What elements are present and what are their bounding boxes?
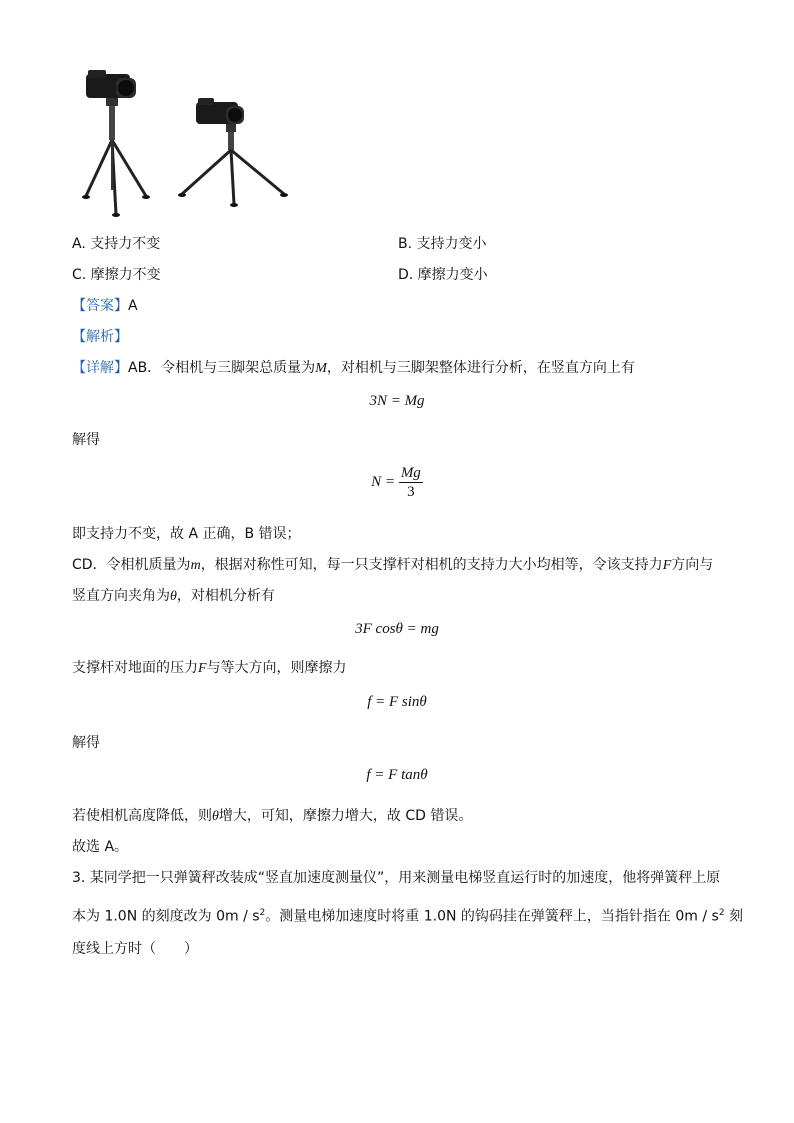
question-3-line-2 <box>72 903 743 927</box>
equation-1: 3N = Mg <box>369 393 425 409</box>
var-theta-2: θ <box>212 809 219 824</box>
question-3-line-1: 3. 某同学把一只弹簧秤改装成“竖直加速度测量仪”，用来测量电梯竖直运行时的加速度，他将弹簧秤上原 <box>72 870 721 886</box>
question-3-line2-b: 。测量电梯加速度时将重 1.0N 的钩码挂在弹簧秤上，当指针指在 0m / s <box>265 908 719 925</box>
equation-2-fraction <box>399 464 423 501</box>
detail-cd-line-1 <box>72 555 713 576</box>
detail-ab-text-2: ，对相机与三脚架整体进行分析，在竖直方向上有 <box>326 360 635 376</box>
var-theta: θ <box>170 589 177 604</box>
detail-cd-line2-b: ，对相机分析有 <box>176 588 275 604</box>
equation-2 <box>0 464 794 501</box>
superscript-2: 2 <box>718 908 725 918</box>
var-F-2: F <box>198 661 207 676</box>
equation-5: f = F tanθ <box>366 767 428 783</box>
answer-value: A <box>128 298 138 314</box>
option-d: D. 摩擦力变小 <box>398 267 488 283</box>
conclusion-2-b: 增大，可知，摩擦力增大，故 CD 错误。 <box>218 808 473 824</box>
question-3-line-3: 度线上方时（ ） <box>72 941 198 957</box>
conclusion-2-a: 若使相机高度降低，则 <box>72 808 212 824</box>
low-tripod-camera-image <box>178 98 288 207</box>
detail-cd-text-b: ，根据对称性可知，每一只支撑杆对相机的支持力大小均相等，令该支持力 <box>200 557 663 573</box>
detail-ab-line <box>72 358 635 379</box>
option-b: B. 支持力变小 <box>398 236 487 252</box>
option-c: C. 摩擦力不变 <box>72 267 161 283</box>
analysis-label: 【解析】 <box>72 329 128 345</box>
pressure-text-b: 与等大方向，则摩擦力 <box>206 660 347 676</box>
question-3-line2-c: 刻 <box>724 908 744 925</box>
equation-4: f = F sinθ <box>367 694 427 710</box>
detail-ab-text: AB．令相机与三脚架总质量为 <box>128 360 316 376</box>
fraction-numerator: Mg <box>400 465 421 481</box>
var-M: M <box>315 361 327 376</box>
var-F: F <box>662 558 672 573</box>
option-a: A. 支持力不变 <box>72 236 161 252</box>
question-3-line2-a: 本为 1.0N 的刻度改为 0m / s <box>72 908 260 925</box>
detail-label: 【详解】 <box>72 360 128 376</box>
solve-label-2: 解得 <box>72 735 100 751</box>
conclusion-1: 即支持力不变，故 A 正确，B 错误； <box>72 526 301 542</box>
equation-3: 3F cosθ = mg <box>355 621 439 637</box>
detail-cd-text-c: 方向与 <box>671 557 714 573</box>
detail-cd-line-2 <box>72 586 275 607</box>
fraction-denominator: 3 <box>407 484 415 500</box>
detail-cd-text-a: CD．令相机质量为 <box>72 557 191 573</box>
answer-line <box>72 296 138 316</box>
solve-label-1: 解得 <box>72 432 100 448</box>
tall-tripod-camera-image <box>82 70 150 217</box>
superscript-1: 2 <box>259 908 266 918</box>
pressure-text-a: 支撑杆对地面的压力 <box>72 660 198 676</box>
pressure-line <box>72 658 347 679</box>
var-m: m <box>190 558 201 573</box>
answer-label: 【答案】 <box>72 298 128 314</box>
tripod-camera-figure <box>76 68 296 220</box>
choose-line: 故选 A。 <box>72 839 129 855</box>
conclusion-2 <box>72 806 472 827</box>
equation-2-lhs: N = <box>371 473 396 490</box>
detail-cd-line2-a: 竖直方向夹角为 <box>72 588 170 604</box>
